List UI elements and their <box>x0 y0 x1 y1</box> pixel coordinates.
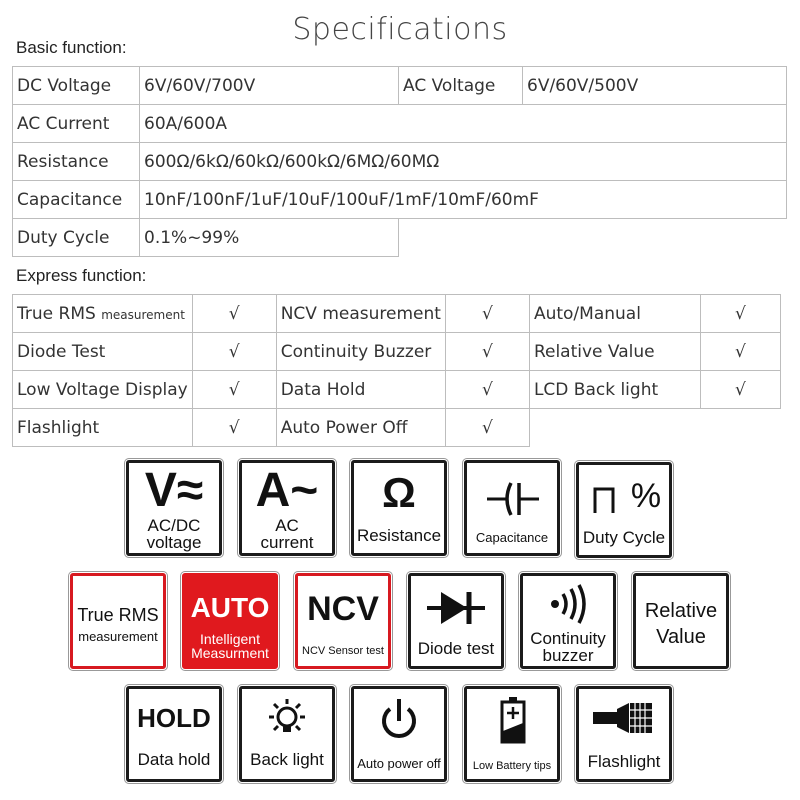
diode-test-icon <box>408 573 504 669</box>
ncv-symbol: NCV <box>307 590 379 628</box>
v-approx-symbol: V≈ <box>144 464 204 517</box>
true-rms-icon <box>70 573 166 669</box>
hold-symbol: HOLD <box>137 703 211 733</box>
resistance-icon <box>351 460 447 556</box>
check-mark: √ <box>445 409 529 447</box>
battery-icon <box>467 693 557 749</box>
table-row <box>13 67 787 105</box>
table-cell: 60A/600A <box>140 105 787 143</box>
table-cell: Data Hold <box>276 371 445 409</box>
data-hold-label: Data hold <box>137 750 211 769</box>
table-cell: Relative Value <box>529 333 700 371</box>
continuity-label-2: buzzer <box>542 646 594 665</box>
sound-waves-icon <box>523 584 613 624</box>
continuity-label-1: Continuity <box>530 629 606 648</box>
check-mark: √ <box>700 295 780 333</box>
feature-sublabel: measurement <box>101 307 185 322</box>
table-row <box>13 219 787 257</box>
auto-symbol: AUTO <box>190 592 270 623</box>
check-mark: √ <box>445 295 529 333</box>
table-cell <box>529 409 780 447</box>
duty-cycle-label: Duty Cycle <box>582 528 666 547</box>
table-cell: Capacitance <box>13 181 140 219</box>
table-cell: 6V/60V/500V <box>523 67 787 105</box>
data-hold-icon <box>126 686 222 782</box>
table-cell: Duty Cycle <box>13 219 140 257</box>
table-row <box>13 143 787 181</box>
capacitance-label: Capacitance <box>475 530 549 545</box>
flashlight-icon <box>576 686 672 782</box>
table-cell: Auto/Manual <box>529 295 700 333</box>
true-rms-sublabel: measurement <box>78 629 158 644</box>
table-cell: 6V/60V/700V <box>140 67 399 105</box>
table-row <box>13 181 787 219</box>
basic-function-heading: Basic function: <box>16 38 127 57</box>
duty-cycle-icon <box>576 462 672 558</box>
check-mark: √ <box>192 333 276 371</box>
table-cell: LCD Back light <box>529 371 700 409</box>
feature-label: True RMS <box>17 303 96 324</box>
ncv-label: NCV Sensor test <box>302 645 384 657</box>
auto-label-1: Intelligent <box>200 631 260 647</box>
relative-value-icon <box>633 573 729 669</box>
table-cell: AC Voltage <box>399 67 523 105</box>
table-cell <box>399 219 787 257</box>
percent-symbol: % <box>630 477 662 515</box>
table-row <box>13 105 787 143</box>
table-cell <box>13 295 193 333</box>
a-tilde-symbol: A~ <box>255 464 319 517</box>
table-cell: Low Voltage Display <box>13 371 193 409</box>
table-cell: Resistance <box>13 143 140 181</box>
table-cell: AC Current <box>13 105 140 143</box>
diode-symbol-icon <box>411 586 501 630</box>
auto-power-off-label: Auto power off <box>357 756 441 771</box>
table-cell: DC Voltage <box>13 67 140 105</box>
table-cell: Continuity Buzzer <box>276 333 445 371</box>
lightbulb-icon <box>242 693 332 743</box>
ncv-icon <box>295 573 391 669</box>
back-light-icon <box>239 686 335 782</box>
relative-label-1: Relative <box>644 600 718 622</box>
low-battery-label: Low Battery tips <box>472 760 552 772</box>
relative-label-2: Value <box>656 626 706 648</box>
check-mark: √ <box>192 409 276 447</box>
basic-function-table <box>12 66 787 257</box>
capacitance-icon <box>464 460 560 556</box>
check-mark: √ <box>445 333 529 371</box>
auto-icon <box>182 573 278 669</box>
express-function-heading: Express function: <box>16 266 147 285</box>
express-function-table <box>12 294 781 447</box>
ac-current-label-2: current <box>260 533 314 552</box>
capacitor-symbol-icon <box>467 471 557 521</box>
table-cell: 600Ω/6kΩ/60kΩ/600kΩ/6MΩ/60MΩ <box>140 143 787 181</box>
check-mark: √ <box>700 371 780 409</box>
flashlight-label: Flashlight <box>587 752 661 771</box>
ac-current-icon <box>239 460 335 556</box>
check-mark: √ <box>192 371 276 409</box>
acdc-label-1: AC/DC <box>147 516 201 535</box>
table-cell: 10nF/100nF/1uF/10uF/100uF/1mF/10mF/60mF <box>140 181 787 219</box>
table-row <box>13 371 781 409</box>
table-cell: Auto Power Off <box>276 409 445 447</box>
table-row <box>13 295 781 333</box>
diode-test-label: Diode test <box>417 639 495 658</box>
table-cell: Diode Test <box>13 333 193 371</box>
torch-icon <box>579 695 669 745</box>
back-light-label: Back light <box>250 750 324 769</box>
low-battery-icon <box>464 686 560 782</box>
true-rms-label: True RMS <box>77 605 159 625</box>
ac-current-label-1: AC <box>275 516 299 535</box>
check-mark: √ <box>192 295 276 333</box>
continuity-buzzer-icon <box>520 573 616 669</box>
resistance-label: Resistance <box>356 526 442 545</box>
acdc-label-2: voltage <box>146 533 202 552</box>
check-mark: √ <box>700 333 780 371</box>
table-cell: Flashlight <box>13 409 193 447</box>
page-title: Specifications <box>292 12 508 47</box>
auto-power-off-icon <box>351 686 447 782</box>
auto-label-2: Measurment <box>191 645 269 661</box>
table-row <box>13 409 781 447</box>
ohm-symbol: Ω <box>382 469 416 516</box>
table-row <box>13 333 781 371</box>
table-cell: NCV measurement <box>276 295 445 333</box>
ac-dc-voltage-icon <box>126 460 222 556</box>
table-cell: 0.1%~99% <box>140 219 399 257</box>
power-icon <box>354 695 444 745</box>
check-mark: √ <box>445 371 529 409</box>
